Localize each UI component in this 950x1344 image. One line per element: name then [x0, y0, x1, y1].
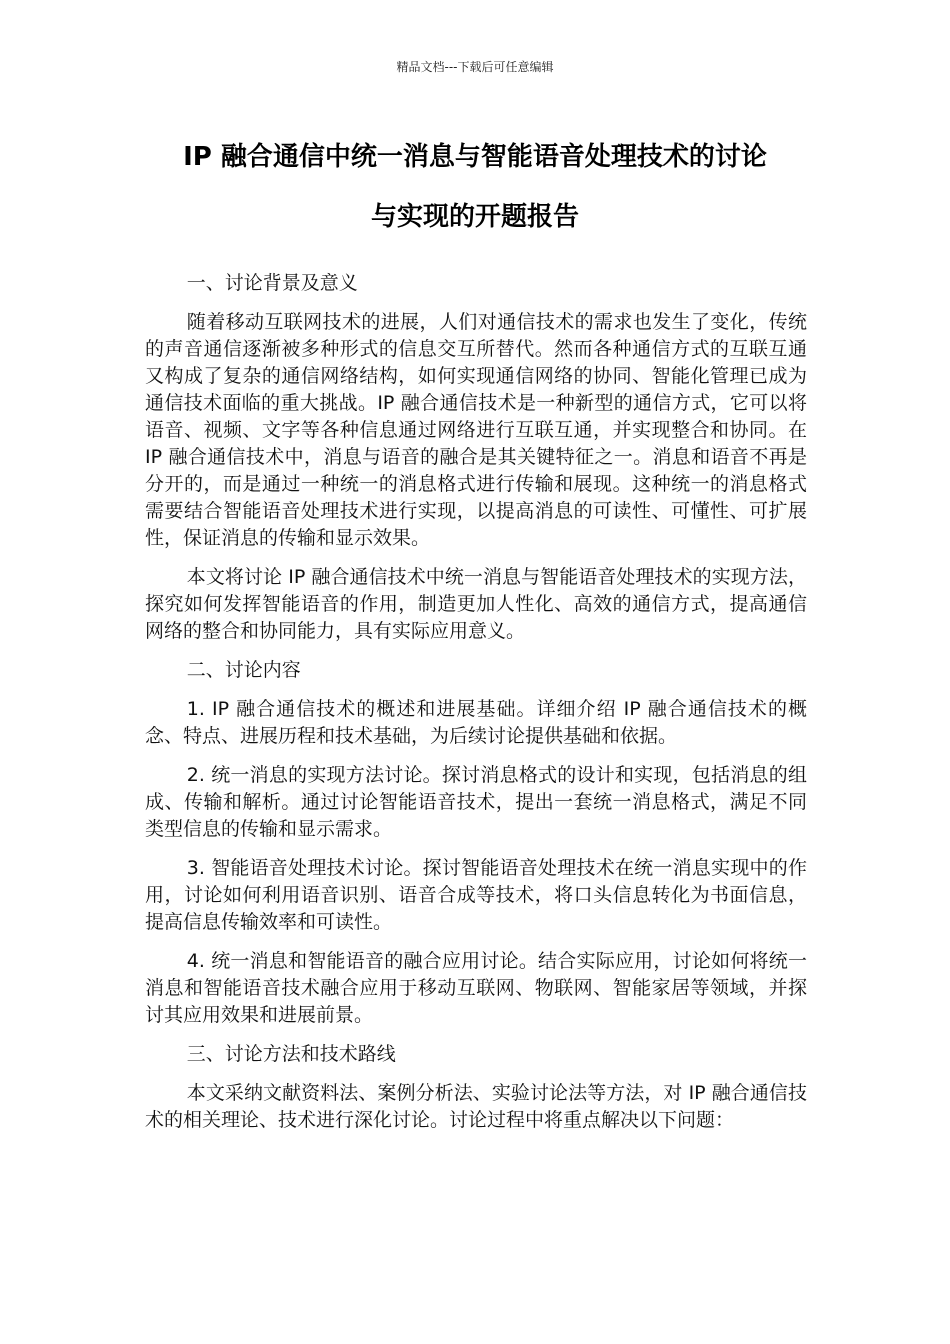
paragraph-purpose: 本文将讨论 IP 融合通信技术中统一消息与智能语音处理技术的实现方法，探究如何发挥智能语音的作用，制造更加人性化、高效的通信方式，提高通信网络的整合和协同能力，具有实际应用意义。 — [145, 566, 807, 642]
section-heading-methods: 三、讨论方法和技术路线 — [186, 1043, 396, 1065]
document-body — [145, 270, 807, 1146]
document-title-line-2: 与实现的开题报告 — [370, 202, 579, 232]
paragraph-methods: 本文采纳文献资料法、案例分析法、实验讨论法等方法，对 IP 融合通信技术的相关理论、技术进行深化讨论。讨论过程中将重点解决以下问题： — [145, 1082, 807, 1131]
paragraph-item-3: 3. 智能语音处理技术讨论。探讨智能语音处理技术在统一消息实现中的作用，讨论如何利用语音识别、语音合成等技术，将口头信息转化为书面信息，提高信息传输效率和可读性。 — [145, 857, 807, 933]
section-heading-background: 一、讨论背景及意义 — [186, 272, 358, 294]
section-heading-content: 二、讨论内容 — [186, 659, 301, 681]
document-title-line-1: IP 融合通信中统一消息与智能语音处理技术的讨论 — [183, 142, 767, 172]
paragraph-background: 随着移动互联网技术的进展，人们对通信技术的需求也发生了变化，传统的声音通信逐渐被多种形式的信息交互所替代。然而各种通信方式的互联互通又构成了复杂的通信网络结构，如何实现通信网络的协同、智能化管理已成为通信技术面临的重大挑战。IP 融合通信技术是一种新型的通信方式，它可以将语音、视频、文字等各种信息通过网络进行互联互通，并实现整合和协同。在 IP 融合通信技术中，消息与语音的融合是其关键特征之一。消息和语音不再是分开的，而是通过一种统一的消息格式进行传输和展现。这种统一的消息格式需要结合智能语音处理技术进行实现，以提高消息的可读性、可懂性、可扩展性，保证消息的传输和显示效果。 — [145, 311, 807, 549]
paragraph-item-1: 1. IP 融合通信技术的概述和进展基础。详细介绍 IP 融合通信技术的概念、特点、进展历程和技术基础，为后续讨论提供基础和依据。 — [145, 698, 807, 747]
paragraph-item-4: 4. 统一消息和智能语音的融合应用讨论。结合实际应用，讨论如何将统一消息和智能语音技术融合应用于移动互联网、物联网、智能家居等领域，并探讨其应用效果和进展前景。 — [145, 950, 807, 1026]
header-note: 精品文档---下载后可任意编辑 — [396, 60, 554, 74]
paragraph-item-2: 2. 统一消息的实现方法讨论。探讨消息格式的设计和实现，包括消息的组成、传输和解析。通过讨论智能语音技术，提出一套统一消息格式，满足不同类型信息的传输和显示需求。 — [145, 764, 807, 840]
